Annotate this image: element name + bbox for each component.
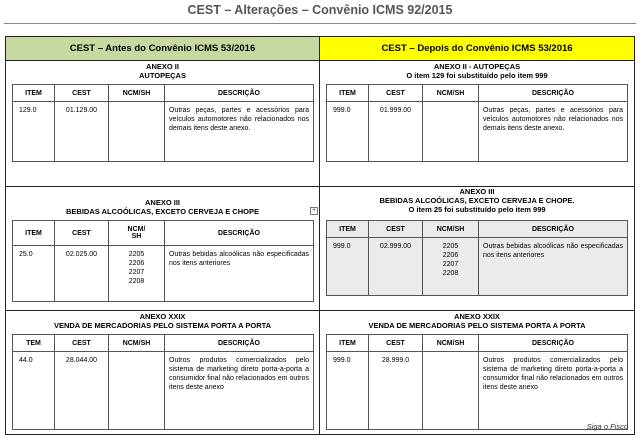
- table-anchor-icon[interactable]: +: [311, 207, 317, 214]
- title-divider: [4, 23, 636, 24]
- header-cest: CEST: [55, 221, 109, 246]
- footer-credit: Siga o Fisco: [586, 422, 628, 431]
- ncm-code: 2208: [442, 270, 459, 277]
- header-ncm: NCM/SH: [423, 335, 479, 352]
- column-header-before: CEST – Antes do Convênio ICMS 53/2016: [6, 37, 320, 61]
- header-ncm: NCM/SH: [423, 221, 479, 238]
- cest-value: 28.044.00: [55, 352, 109, 430]
- ncm-code: 2206: [442, 252, 459, 259]
- cest-value: 02.999.00: [369, 238, 423, 296]
- header-item: ITEM: [13, 85, 55, 102]
- anexo3-after-cell: [320, 187, 634, 311]
- anexo3-after-note: O item 25 foi substituído pelo item 999: [408, 205, 546, 214]
- table-row: [327, 102, 628, 162]
- anexo2-before-name: AUTOPEÇAS: [139, 71, 186, 80]
- header-ncm: NCM/SH: [109, 85, 165, 102]
- header-desc: DESCRIÇÃO: [479, 335, 628, 352]
- anexo29-after-name: VENDA DE MERCADORIAS PELO SISTEMA PORTA A PORTA: [368, 321, 586, 330]
- ncm-value: [423, 352, 479, 430]
- ncm-value: [423, 238, 479, 296]
- item-value: 999.0: [327, 238, 369, 296]
- header-cest: CEST: [369, 221, 423, 238]
- desc-value: Outras bebidas alcoólicas não especificadas nos itens anteriores: [479, 238, 628, 296]
- ncm-code: 2205: [128, 251, 145, 258]
- ncm-value: [109, 246, 165, 302]
- item-value: 25.0: [13, 246, 55, 302]
- table-row: [13, 352, 314, 430]
- anexo29-after-table: [326, 334, 628, 430]
- ncm-code: 2208: [128, 278, 145, 285]
- desc-value: Outras peças, partes e acessórios para veículos automotores não relacionados nos demais itens deste anexo.: [165, 102, 314, 162]
- table-row: [327, 238, 628, 296]
- cest-value: 02.025.00: [55, 246, 109, 302]
- header-cest: CEST: [369, 335, 423, 352]
- anexo3-before-table: [12, 220, 314, 302]
- table-row: [13, 246, 314, 302]
- item-value: 44.0: [13, 352, 55, 430]
- cest-value: 01.999.00: [369, 102, 423, 162]
- header-desc: DESCRIÇÃO: [479, 85, 628, 102]
- anexo2-before-table: [12, 84, 314, 162]
- anexo3-after-annex: ANEXO III: [459, 187, 495, 196]
- item-value: 129.0: [13, 102, 55, 162]
- header-ncm-line-2: SH: [131, 233, 142, 240]
- anexo2-after-table: [326, 84, 628, 162]
- item-value: 999.0: [327, 102, 369, 162]
- ncm-value: [109, 352, 165, 430]
- header-item: ITEM: [327, 85, 369, 102]
- desc-value: Outras peças, partes e acessórios para veículos automotores não relacionados nos demais itens deste anexo.: [479, 102, 628, 162]
- cest-value: 28.999.0: [369, 352, 423, 430]
- header-item: ITEM: [13, 221, 55, 246]
- anexo2-before-cell: [6, 61, 320, 187]
- anexo2-after-cell: [320, 61, 634, 187]
- header-item: ITEM: [327, 335, 369, 352]
- header-cest: CEST: [369, 85, 423, 102]
- header-ncm: NCM/SH: [423, 85, 479, 102]
- item-value: 999.0: [327, 352, 369, 430]
- anexo2-after-note: O item 129 foi substituído pelo item 999: [406, 71, 548, 80]
- anexo3-before-annex: ANEXO III: [144, 198, 180, 207]
- header-cest: CEST: [55, 335, 109, 352]
- table-row: [13, 102, 314, 162]
- desc-value: Outros produtos comercializados pelo sistema de marketing direto porta-a-porta a consumidor final não relacionados em outros itens deste anexo: [165, 352, 314, 430]
- ncm-value: [423, 102, 479, 162]
- anexo3-before-cell: [6, 187, 320, 311]
- header-desc: DESCRIÇÃO: [165, 85, 314, 102]
- cest-value: 01.129.00: [55, 102, 109, 162]
- anexo2-after-annex: ANEXO II - AUTOPEÇAS: [433, 62, 521, 71]
- anexo2-before-annex: ANEXO II: [146, 62, 179, 71]
- header-ncm: NCM/SH: [109, 335, 165, 352]
- header-item: TEM: [13, 335, 55, 352]
- header-item: ITEM: [327, 221, 369, 238]
- anexo29-before-cell: [6, 311, 320, 434]
- column-header-after: CEST – Depois do Convênio ICMS 53/2016: [320, 37, 634, 61]
- anexo29-after-cell: [320, 311, 634, 434]
- comparison-table: [5, 36, 635, 435]
- desc-value: Outras bebidas alcoólicas não especificadas nos itens anteriores: [165, 246, 314, 302]
- anexo3-after-table: [326, 220, 628, 296]
- anexo3-after-name: BEBIDAS ALCOÓLICAS, EXCETO CERVEJA E CHOPE.: [379, 196, 575, 205]
- header-ncm-line-1: NCM/: [127, 226, 146, 233]
- header-desc: DESCRIÇÃO: [165, 221, 314, 246]
- header-desc: DESCRIÇÃO: [165, 335, 314, 352]
- header-ncm: [109, 221, 165, 246]
- anexo3-before-name: BEBIDAS ALCOÓLICAS, EXCETO CERVEJA E CHOPE: [66, 207, 259, 216]
- ncm-code: 2205: [442, 243, 459, 250]
- anexo29-before-table: [12, 334, 314, 430]
- anexo29-before-annex: ANEXO XXIX: [139, 312, 186, 321]
- page-title: CEST – Alterações – Convênio ICMS 92/2015: [187, 3, 453, 17]
- table-row: [327, 352, 628, 430]
- ncm-code: 2206: [128, 260, 145, 267]
- desc-value: Outros produtos comercializados pelo sistema de marketing direto porta-a-porta a consumidor final não relacionados em outros itens deste anexo: [479, 352, 628, 430]
- anexo29-after-annex: ANEXO XXIX: [454, 312, 500, 321]
- header-cest: CEST: [55, 85, 109, 102]
- ncm-value: [109, 102, 165, 162]
- ncm-code: 2207: [442, 261, 459, 268]
- ncm-code: 2207: [128, 269, 145, 276]
- anexo29-before-name: VENDA DE MERCADORIAS PELO SISTEMA PORTA A PORTA: [53, 321, 272, 330]
- header-desc: DESCRIÇÃO: [479, 221, 628, 238]
